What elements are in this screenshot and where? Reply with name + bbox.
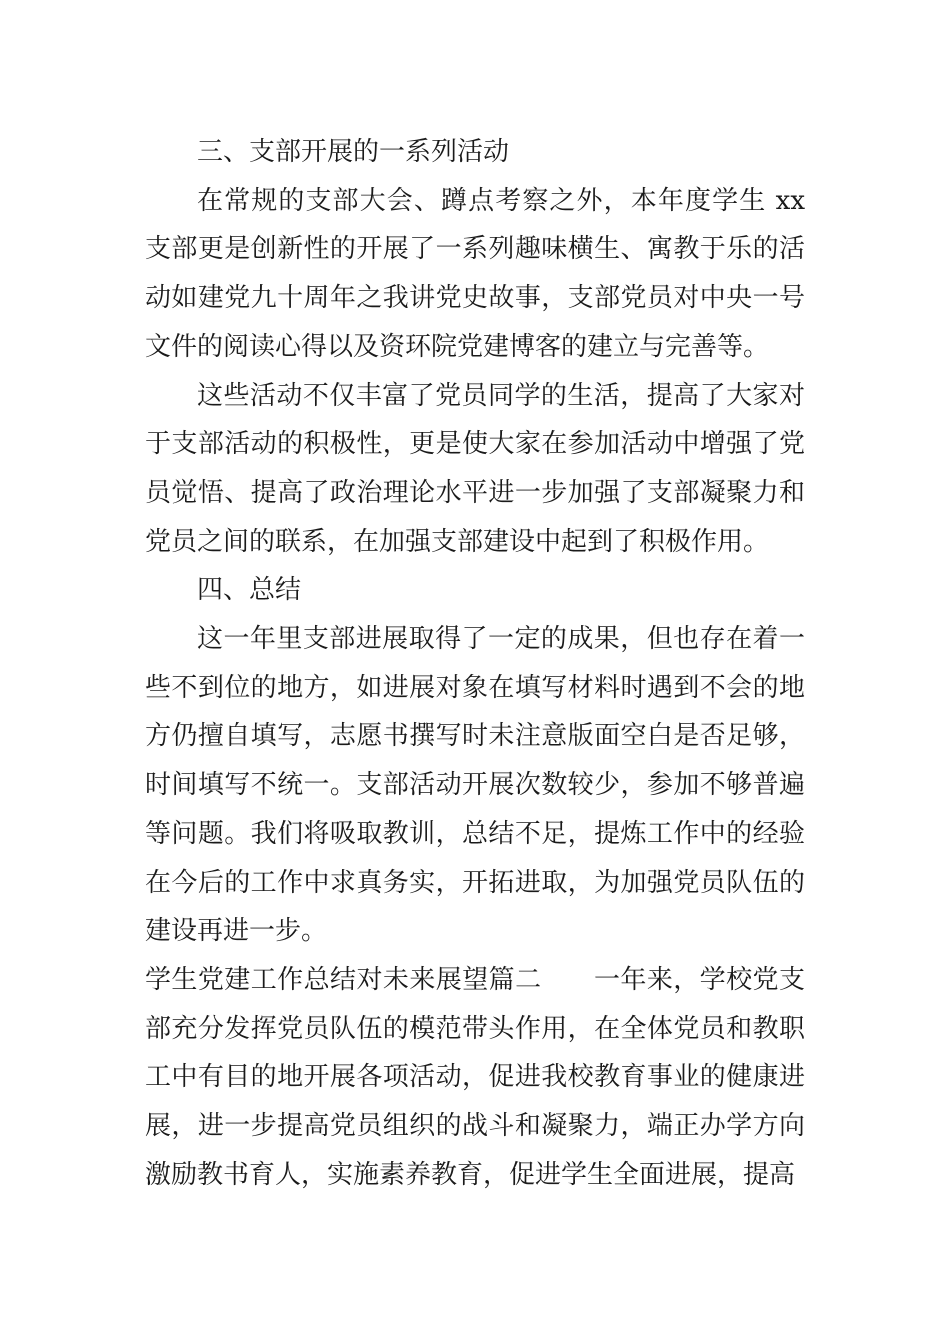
paragraph-activities-effect: 这些活动不仅丰富了党员同学的生活，提高了大家对于支部活动的积极性，更是使大家在参加活动中增强了党员觉悟、提高了政治理论水平进一步加强了支部凝聚力和党员之间的联系，在加强支部建设中起到了积极作用。 (145, 380, 805, 557)
paragraph-summary: 这一年里支部进展取得了一定的成果，但也存在着一些不到位的地方，如进展对象在填写材料时遇到不会的地方仍擅自填写，志愿书撰写时未注意版面空白是否足够，时间填写不统一。支部活动开展次数较少，参加不够普遍等问题。我们将吸取教训，总结不足，提炼工作中的经验在今后的工作中求真务实，开拓进取，为加强党员队伍的建设再进一步。 (145, 624, 805, 947)
section-heading-summary: 四、总结 (197, 575, 302, 606)
article-two-paragraph (145, 956, 805, 1200)
document-body (145, 128, 814, 1199)
article-two-title: 学生党建工作总结对未来展望篇二 (145, 964, 542, 995)
article-two-opening-text: 一年来，学校党支部充分发挥党员队伍的模范带头作用，在全体党员和教职工中有目的地开展各项活动，促进我校教育事业的健康进展，进一步提高党员组织的战斗和凝聚力，端正办学方向激励教书育人，实施素养教育，促进学生全面进展，提高 (145, 964, 805, 1190)
paragraph-activities-intro: 在常规的支部大会、蹲点考察之外，本年度学生 xx 支部更是创新性的开展了一系列趣味横生、寓教于乐的活动如建党九十周年之我讲党史故事，支部党员对中央一号文件的阅读心得以及资环院党建博客的建立与完善等。 (145, 185, 814, 362)
section-heading-activities: 三、支部开展的一系列活动 (197, 137, 510, 167)
